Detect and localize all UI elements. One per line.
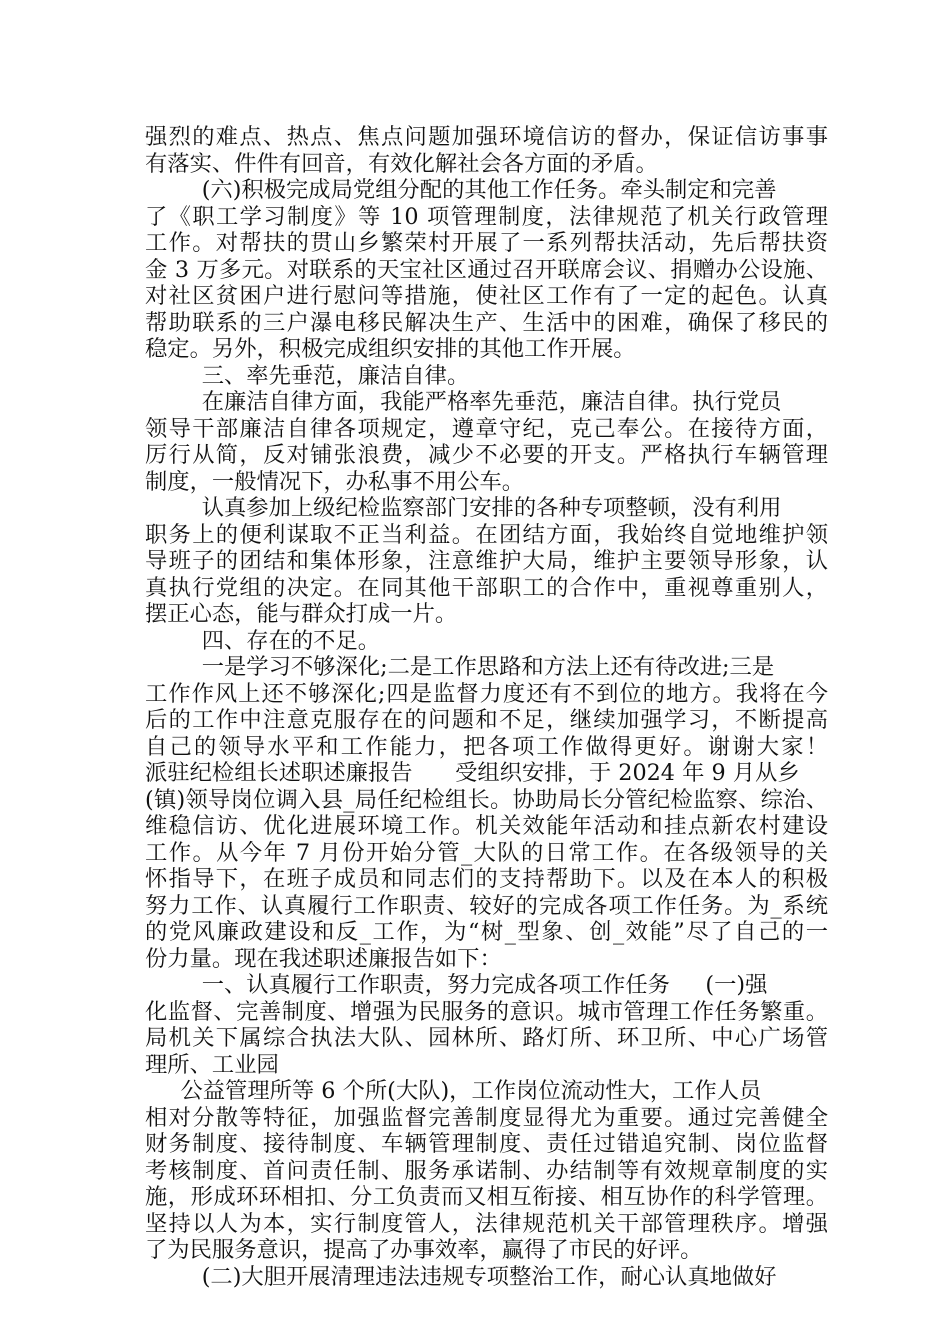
text-line: 对社区贫困户进行慰问等措施，使社区工作有了一定的起色。认真 <box>145 283 828 309</box>
text-line: (二)大胆开展清理违法违规专项整治工作，耐心认真地做好 <box>145 1263 777 1290</box>
text-line: 化监督、完善制度、增强为民服务的意识。城市管理工作任务繁重。 <box>145 998 828 1025</box>
text-line: 了为民服务意识，提高了办事效率，赢得了市民的好评。 <box>145 1237 703 1263</box>
text-line: 工作。对帮扶的贯山乡繁荣村开展了一系列帮扶活动，先后帮扶资 <box>145 230 828 256</box>
text-line: 在廉洁自律方面，我能严格率先垂范，廉洁自律。执行党员 <box>145 389 782 415</box>
text-line: 派驻纪检组长述职述廉报告 受组织安排，于 2024 年 9 月从乡 <box>145 760 800 786</box>
text-line: 公益管理所等 6 个所(大队)，工作岗位流动性大，工作人员 <box>145 1078 762 1104</box>
text-line: 考核制度、首问责任制、服务承诺制、办结制等有效规章制度的实 <box>145 1157 828 1184</box>
text-line: 领导干部廉洁自律各项规定，遵章守纪，克己奉公。在接待方面， <box>145 415 828 442</box>
text-line: 导班子的团结和集体形象，注意维护大局，维护主要领导形象，认 <box>145 548 828 574</box>
text-line: 四、存在的不足。 <box>145 627 381 654</box>
text-line: 相对分散等特征，加强监督完善制度显得尤为重要。通过完善健全 <box>145 1104 828 1131</box>
text-line: 维稳信访、优化进展环境工作。机关效能年活动和挂点新农村建设 <box>145 813 828 839</box>
text-line: (镇)领导岗位调入县_局任纪检组长。协助局长分管纪检监察、综治、 <box>145 786 828 813</box>
text-line: 的党风廉政建设和反_工作，为“树_型象、创_效能”尽了自己的一 <box>145 919 828 945</box>
text-line: 真执行党组的决定。在同其他干部职工的合作中，重视尊重别人， <box>145 574 828 601</box>
text-line: 努力工作、认真履行工作职责、较好的完成各项工作任务。为_系统 <box>145 892 828 919</box>
text-line: 份力量。现在我述职述廉报告如下： <box>145 945 502 972</box>
text-line: 职务上的便利谋取不正当利益。在团结方面，我始终自觉地维护领 <box>145 521 828 548</box>
document-body <box>145 124 828 1290</box>
text-line: 工作。从今年 7 月份开始分管_大队的日常工作。在各级领导的关 <box>145 839 828 866</box>
text-line: (六)积极完成局党组分配的其他工作任务。牵头制定和完善 <box>145 177 777 203</box>
text-line: 帮助联系的三户瀑电移民解决生产、生活中的困难，确保了移民的 <box>145 309 828 336</box>
text-line: 三、率先垂范，廉洁自律。 <box>145 362 470 389</box>
text-line: 后的工作中注意克服存在的问题和不足，继续加强学习，不断提高 <box>145 707 828 733</box>
text-line: 了《职工学习制度》等 10 项管理制度，法律规范了机关行政管理 <box>145 203 828 230</box>
text-line: 摆正心态，能与群众打成一片。 <box>145 601 458 627</box>
text-line: 一、认真履行工作职责，努力完成各项工作任务 (一)强 <box>145 972 768 998</box>
text-line: 认真参加上级纪检监察部门安排的各种专项整顿，没有利用 <box>145 495 782 521</box>
text-line: 一是学习不够深化;二是工作思路和方法上还有待改进;三是 <box>145 654 775 680</box>
text-line: 财务制度、接待制度、车辆管理制度、责任过错追究制、岗位监督 <box>145 1131 828 1157</box>
text-line: 金 3 万多元。对联系的天宝社区通过召开联席会议、捐赠办公设施、 <box>145 256 828 283</box>
text-line: 稳定。另外，积极完成组织安排的其他工作开展。 <box>145 336 636 362</box>
text-line: 施，形成环环相扣、分工负责而又相互衔接、相互协作的科学管理。 <box>145 1184 828 1210</box>
text-line: 厉行从简，反对铺张浪费，减少不必要的开支。严格执行车辆管理 <box>145 442 828 468</box>
text-line: 理所、工业园 <box>145 1051 279 1078</box>
text-line: 强烈的难点、热点、焦点问题加强环境信访的督办，保证信访事事 <box>145 124 828 150</box>
text-line: 有落实、件件有回音，有效化解社会各方面的矛盾。 <box>145 150 658 177</box>
text-line: 工作作风上还不够深化;四是监督力度还有不到位的地方。我将在今 <box>145 680 828 707</box>
text-line: 自己的领导水平和工作能力，把各项工作做得更好。谢谢大家！ <box>145 733 828 760</box>
text-line: 怀指导下，在班子成员和同志们的支持帮助下。以及在本人的积极 <box>145 866 828 892</box>
text-line: 坚持以人为本，实行制度管人，法律规范机关干部管理秩序。增强 <box>145 1210 828 1237</box>
text-line: 制度，一般情况下，办私事不用公车。 <box>145 468 525 495</box>
text-line: 局机关下属综合执法大队、园林所、路灯所、环卫所、中心广场管 <box>145 1025 828 1051</box>
